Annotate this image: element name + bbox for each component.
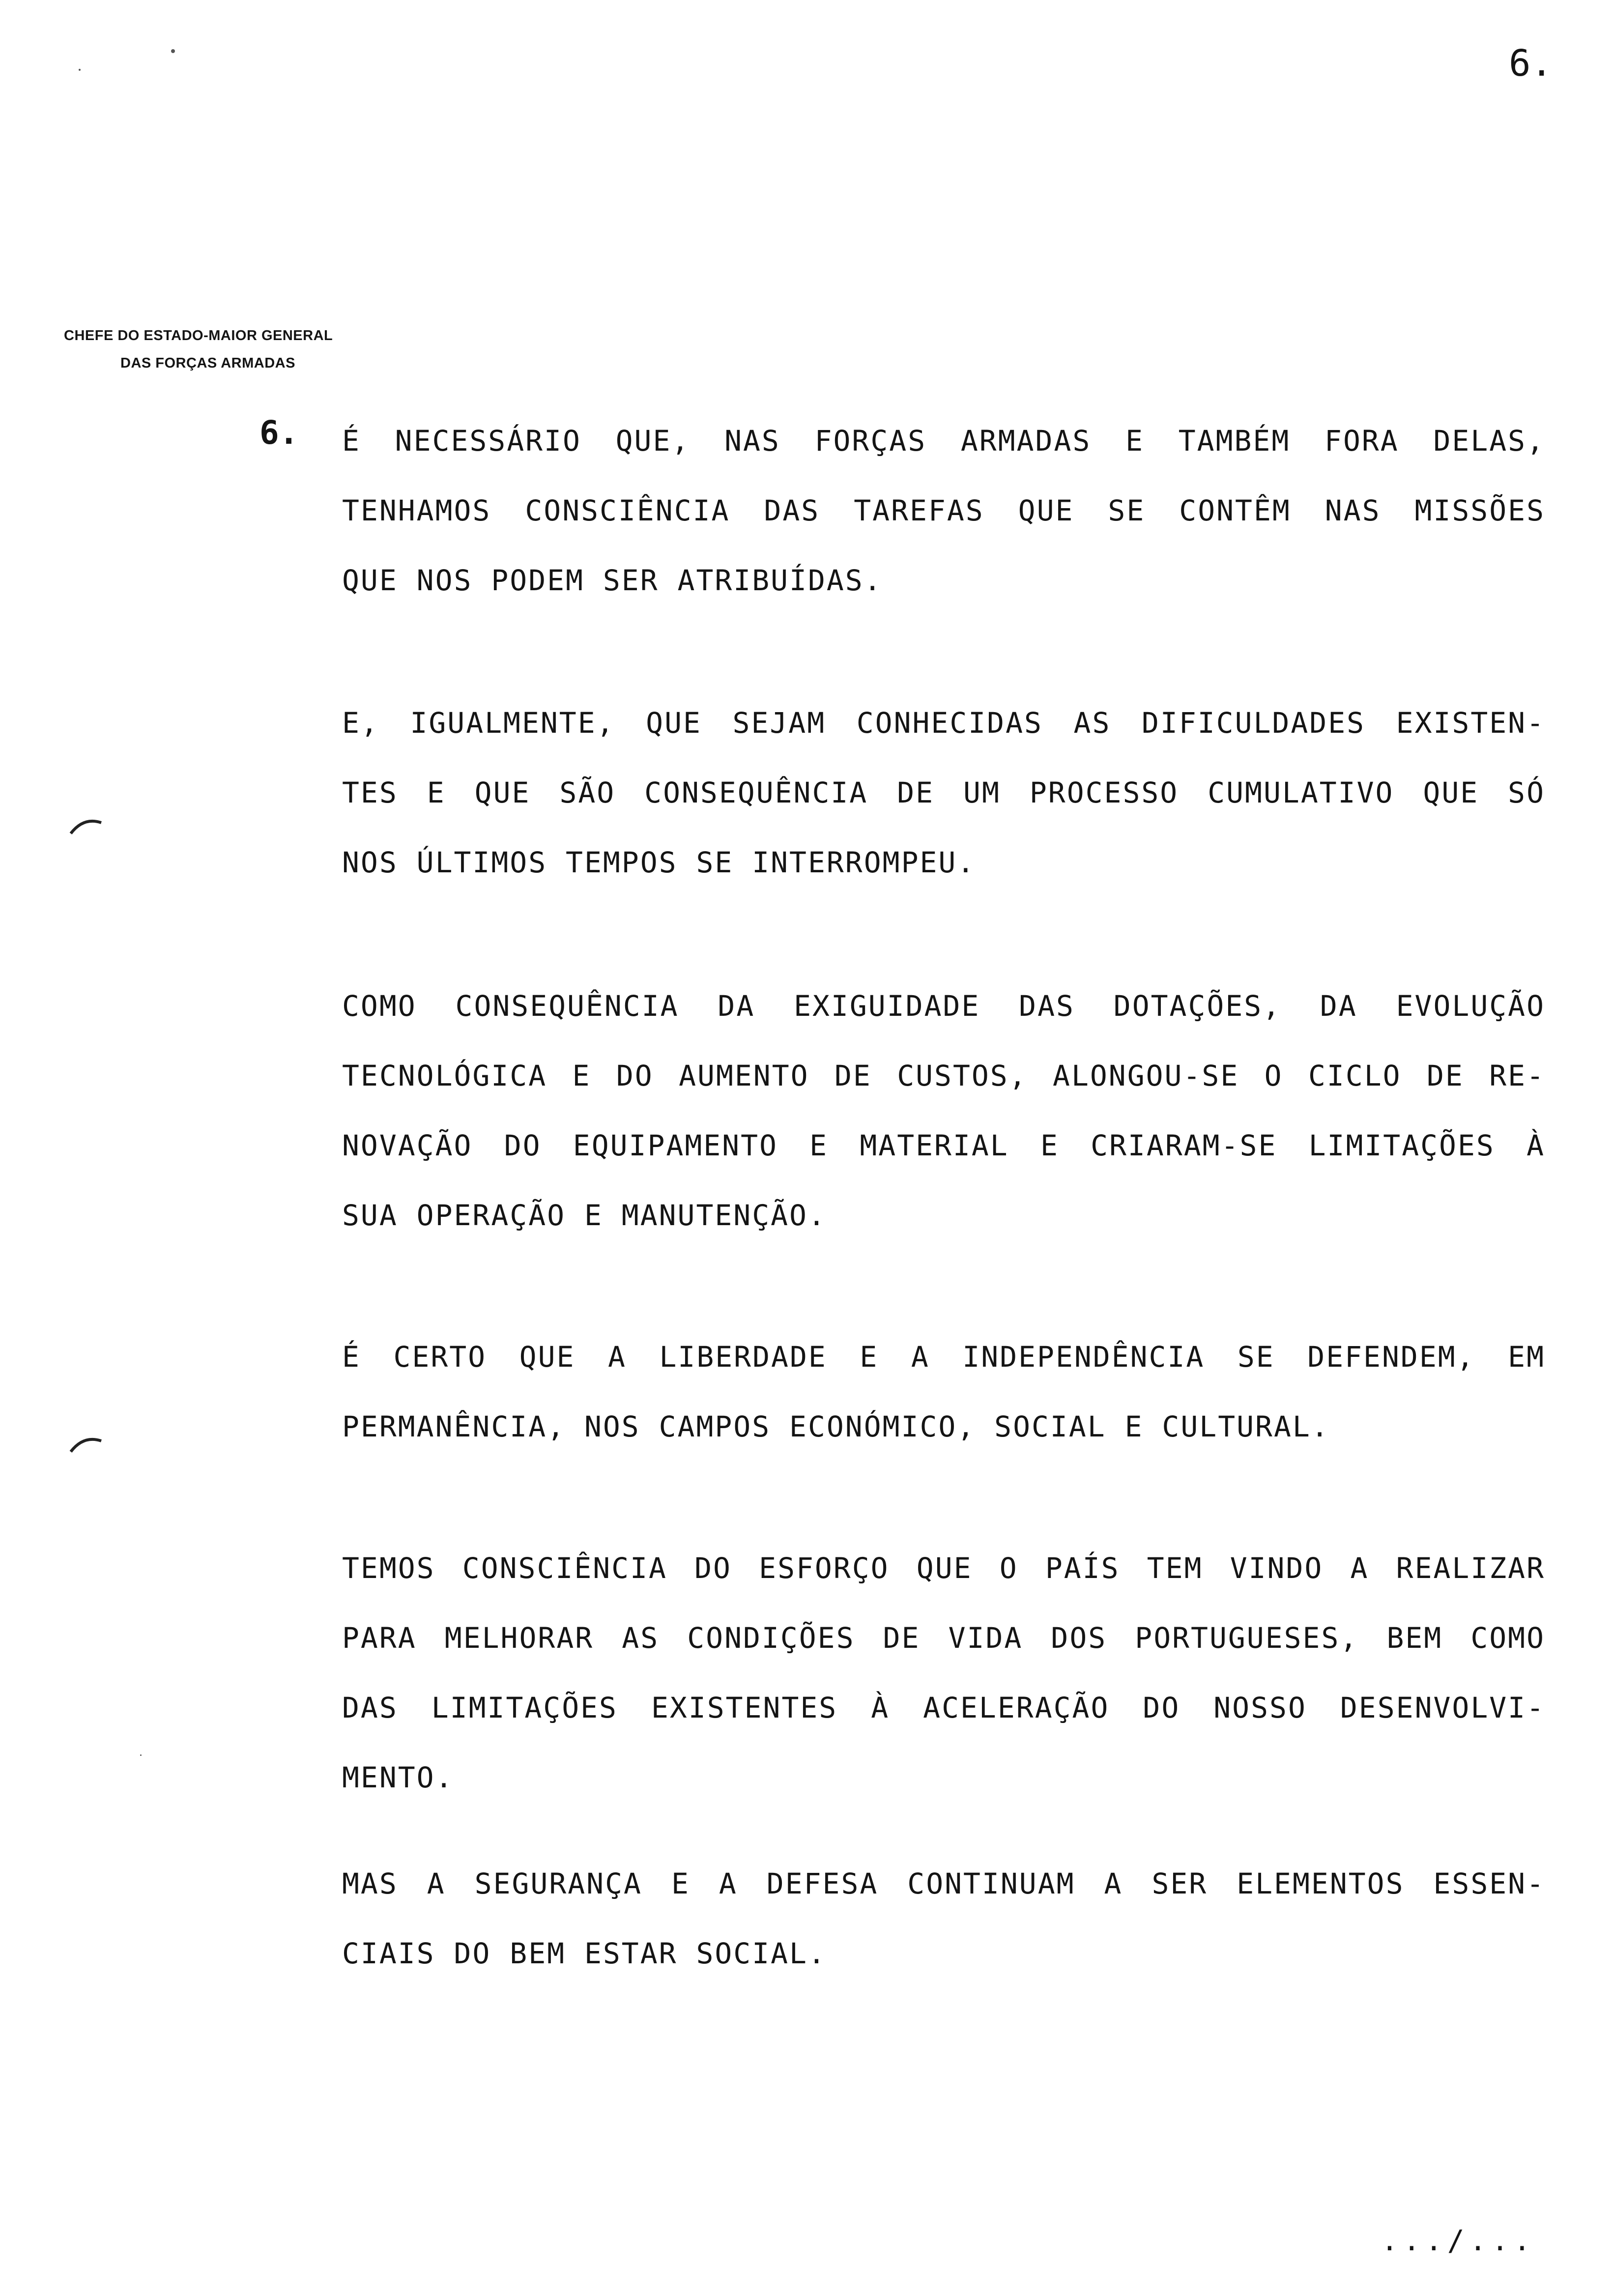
paragraph [342,971,1545,1250]
letterhead-line-2: DAS FORÇAS ARMADAS [120,355,295,371]
paragraph-line: NOVAÇÃO DO EQUIPAMENTO E MATERIAL E CRIARAM-SE LIMITAÇÕES À [342,1129,1545,1162]
paragraph-line: DAS LIMITAÇÕES EXISTENTES À ACELERAÇÃO DO NOSSO DESENVOLVI- [342,1691,1545,1724]
paragraph-line: TES E QUE SÃO CONSEQUÊNCIA DE UM PROCESSO CUMULATIVO QUE SÓ [342,776,1545,809]
scan-speck [140,1754,142,1756]
paragraph [342,406,1545,615]
paragraph-line: MENTO. [342,1761,454,1794]
paragraph-line: É NECESSÁRIO QUE, NAS FORÇAS ARMADAS E TAMBÉM FORA DELAS, [342,424,1545,458]
continuation-marker: .../... [1381,2224,1536,2257]
paragraph [342,1322,1545,1462]
letterhead [64,322,333,377]
paragraph [342,688,1545,897]
paragraph-line: PERMANÊNCIA, NOS CAMPOS ECONÓMICO, SOCIAL E CULTURAL. [342,1410,1330,1443]
letterhead-line-1: CHEFE DO ESTADO-MAIOR GENERAL [64,328,333,344]
paragraph-line: TECNOLÓGICA E DO AUMENTO DE CUSTOS, ALONGOU-SE O CICLO DE RE- [342,1059,1545,1092]
paragraph-line: COMO CONSEQUÊNCIA DA EXIGUIDADE DAS DOTAÇÕES, DA EVOLUÇÃO [342,989,1545,1023]
paragraph-line: TEMOS CONSCIÊNCIA DO ESFORÇO QUE O PAÍS TEM VINDO A REALIZAR [342,1551,1545,1585]
paragraph-line: E, IGUALMENTE, QUE SEJAM CONHECIDAS AS DIFICULDADES EXISTEN- [342,706,1545,740]
section-number: 6. [259,414,299,452]
scan-speck [79,69,81,71]
paragraph-line: TENHAMOS CONSCIÊNCIA DAS TAREFAS QUE SE CONTÊM NAS MISSÕES [342,494,1545,527]
paragraph [342,1533,1545,1812]
paragraph-line: MAS A SEGURANÇA E A DEFESA CONTINUAM A SER ELEMENTOS ESSEN- [342,1867,1545,1900]
paragraph-line: É CERTO QUE A LIBERDADE E A INDEPENDÊNCIA SE DEFENDEM, EM [342,1340,1545,1374]
margin-mark-icon [69,1434,103,1454]
paragraph-line: QUE NOS PODEM SER ATRIBUÍDAS. [342,564,883,597]
paragraph-line: SUA OPERAÇÃO E MANUTENÇÃO. [342,1199,827,1232]
paragraph-line: PARA MELHORAR AS CONDIÇÕES DE VIDA DOS PORTUGUESES, BEM COMO [342,1621,1545,1655]
paragraph-line: NOS ÚLTIMOS TEMPOS SE INTERROMPEU. [342,846,976,879]
paragraph [342,1849,1545,1988]
paragraph-line: CIAIS DO BEM ESTAR SOCIAL. [342,1937,827,1970]
scan-speck [171,49,175,53]
page-number: 6. [1509,42,1553,85]
margin-mark-icon [69,816,103,835]
